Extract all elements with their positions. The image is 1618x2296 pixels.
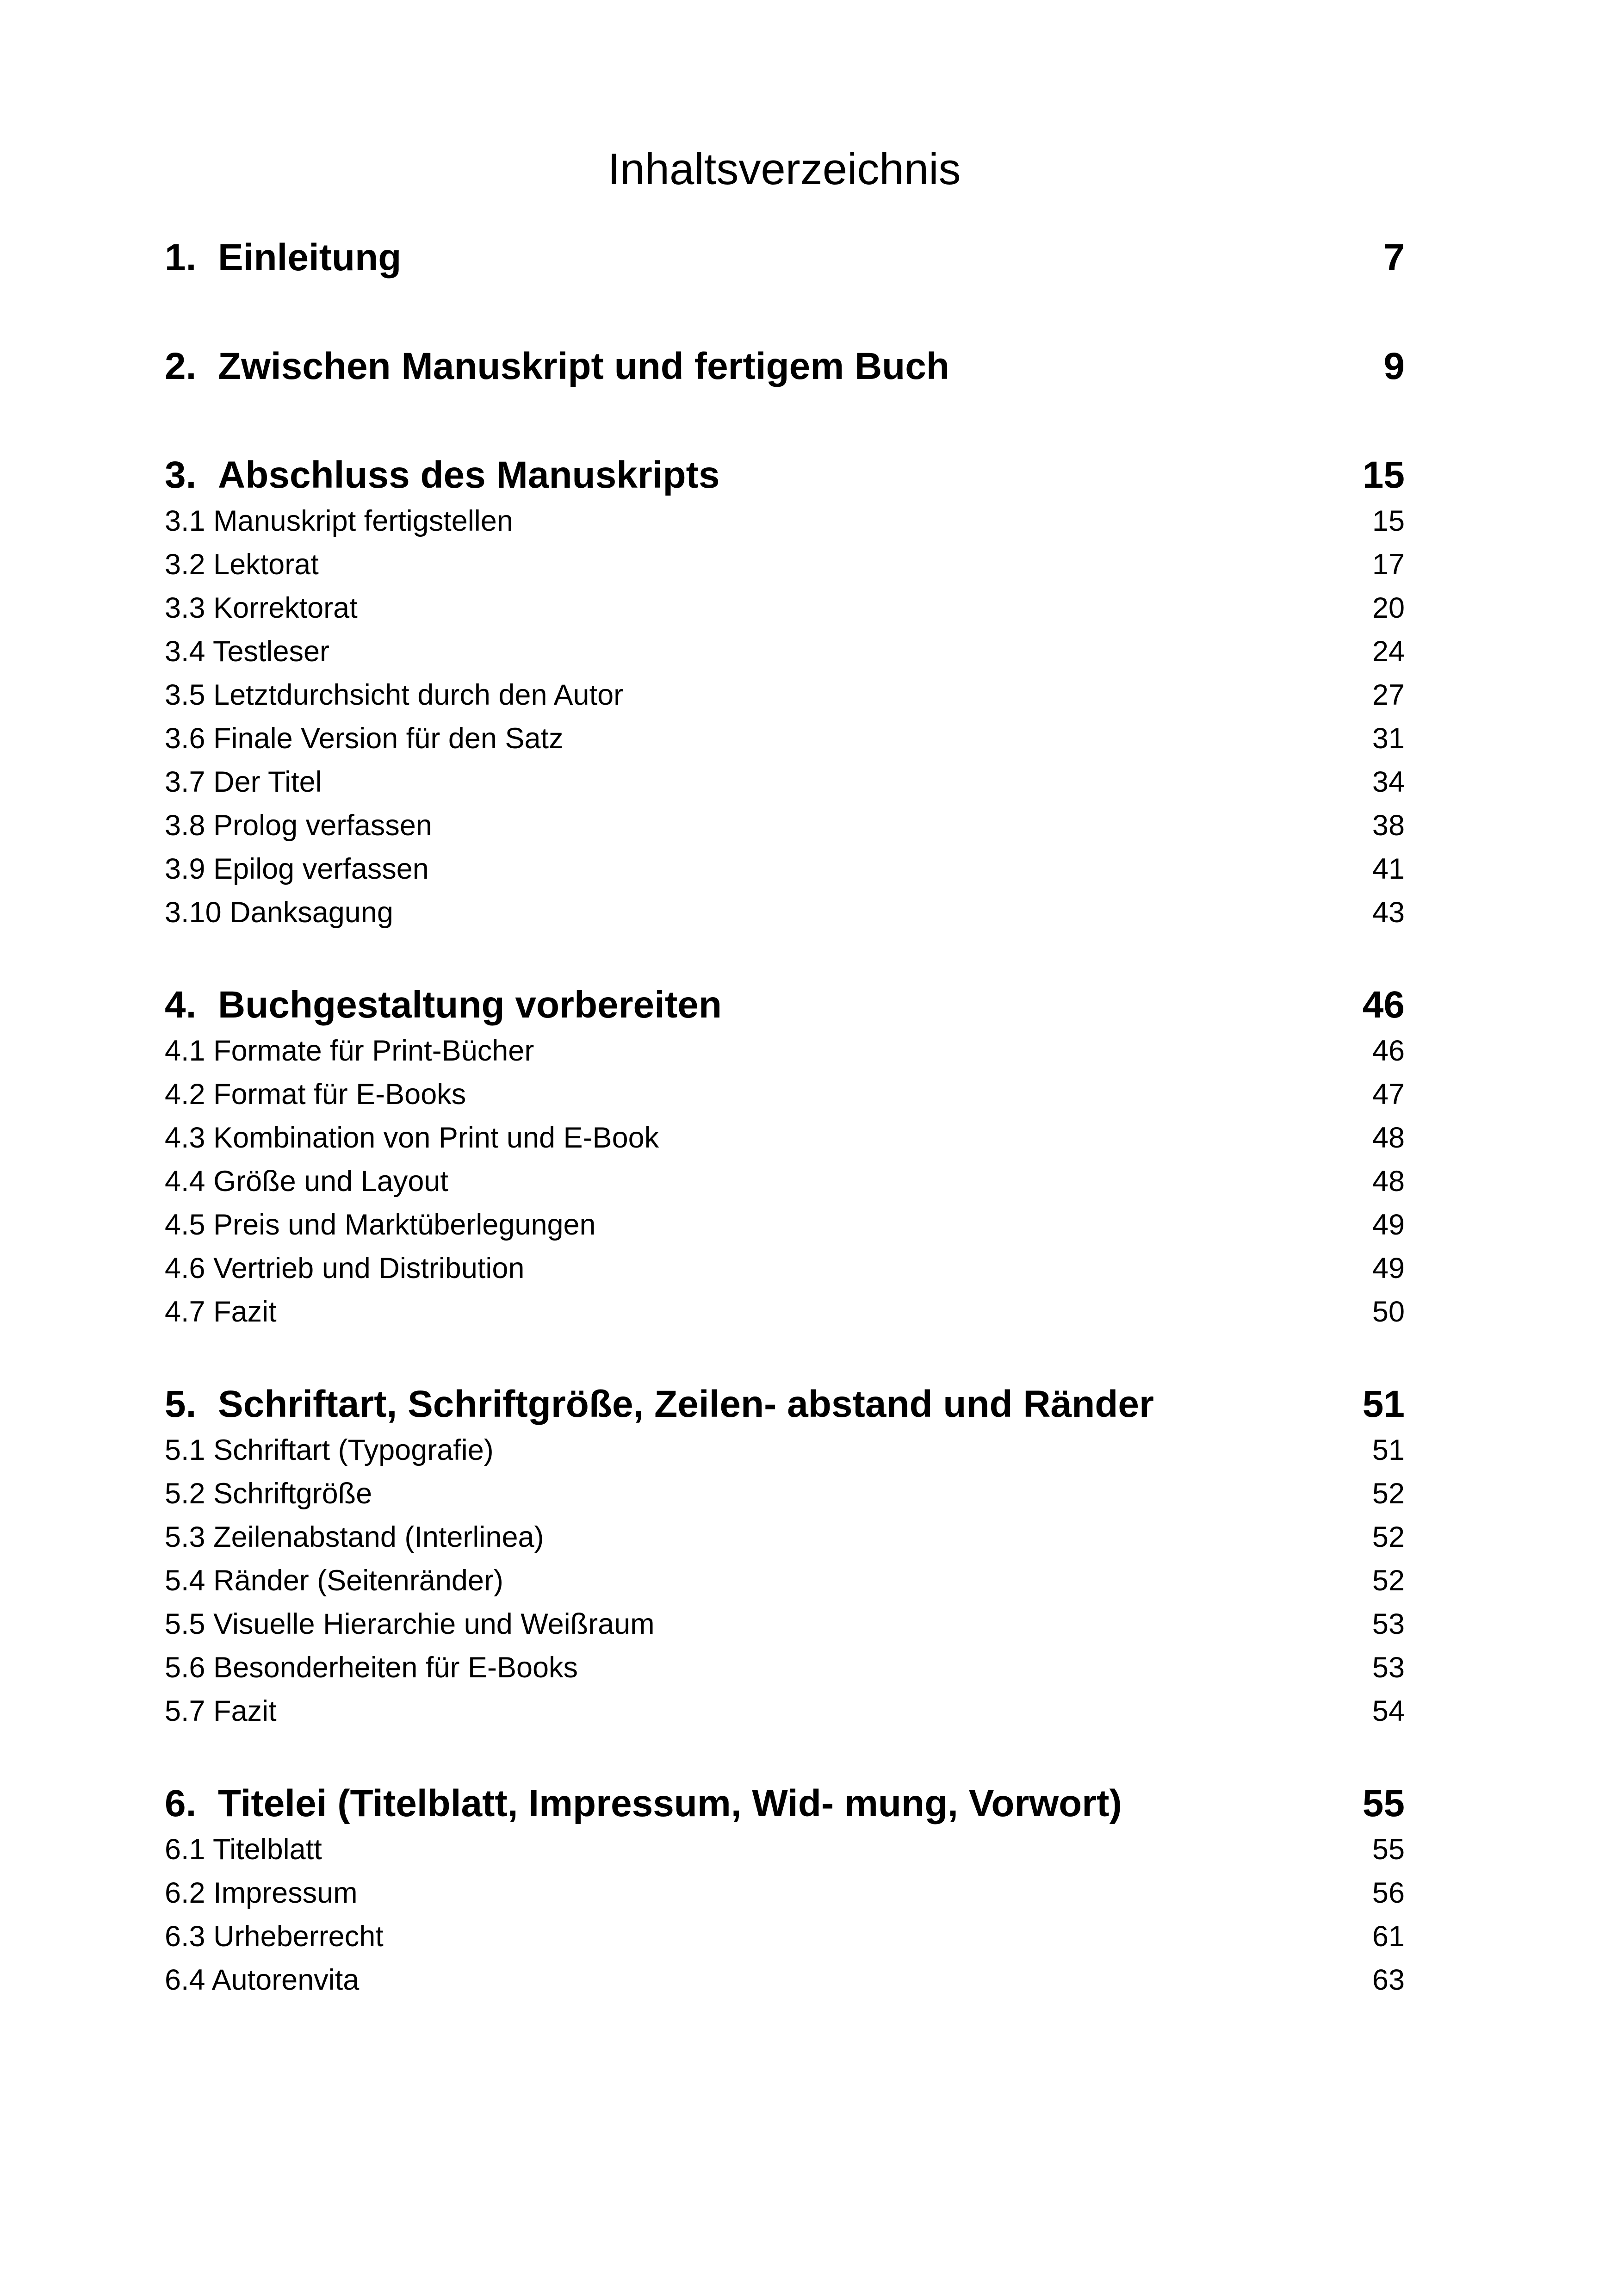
toc-section-entry[interactable] [165, 673, 1405, 717]
toc-chapter-heading[interactable] [165, 1380, 1405, 1428]
section-title: 3.2 Lektorat [165, 548, 319, 581]
section-page-number: 47 [1372, 1078, 1405, 1111]
section-page-number: 53 [1372, 1608, 1405, 1640]
section-title: 6.2 Impressum [165, 1877, 358, 1909]
chapter-title: Einleitung [218, 236, 402, 279]
section-title: 3.9 Epilog verfassen [165, 853, 429, 885]
section-page-number: 48 [1372, 1122, 1405, 1154]
section-title: 5.5 Visuelle Hierarchie und Weißraum [165, 1608, 655, 1640]
chapter-page-number: 55 [1362, 1782, 1405, 1824]
chapter-number: 5. [165, 1383, 197, 1425]
section-page-number: 46 [1372, 1035, 1405, 1067]
toc-section-entry[interactable] [165, 760, 1405, 804]
section-title: 3.7 Der Titel [165, 766, 322, 798]
toc-chapter [165, 1779, 1405, 2002]
toc-section-entry[interactable] [165, 1160, 1405, 1203]
toc-section-entry[interactable] [165, 1602, 1405, 1646]
section-title: 5.4 Ränder (Seitenränder) [165, 1564, 503, 1597]
section-page-number: 27 [1372, 679, 1405, 711]
chapter-page-number: 7 [1383, 236, 1405, 279]
section-page-number: 54 [1372, 1695, 1405, 1727]
section-title: 5.7 Fazit [165, 1695, 277, 1727]
section-page-number: 53 [1372, 1651, 1405, 1684]
toc-chapter [165, 451, 1405, 934]
toc-section-entry[interactable] [165, 1203, 1405, 1247]
section-title: 4.4 Größe und Layout [165, 1165, 448, 1198]
section-title: 5.1 Schriftart (Typografie) [165, 1434, 494, 1466]
chapter-title: Abschluss des Manuskripts [218, 453, 720, 496]
section-page-number: 56 [1372, 1877, 1405, 1909]
toc-section-entry[interactable] [165, 847, 1405, 891]
toc-section-entry[interactable] [165, 1958, 1405, 2002]
section-title: 6.1 Titelblatt [165, 1833, 322, 1866]
section-page-number: 49 [1372, 1209, 1405, 1241]
chapter-number: 4. [165, 983, 197, 1026]
chapter-title-wrap [165, 1383, 1154, 1426]
section-page-number: 61 [1372, 1920, 1405, 1953]
chapter-page-number: 51 [1362, 1383, 1405, 1425]
toc-chapter [165, 342, 1405, 391]
table-of-contents [165, 233, 1405, 2048]
chapter-title-wrap [165, 1782, 1122, 1825]
chapter-number: 2. [165, 345, 197, 387]
chapter-page-number: 9 [1383, 345, 1405, 387]
chapter-title-wrap [165, 236, 401, 279]
toc-chapter [165, 233, 1405, 282]
section-page-number: 24 [1372, 635, 1405, 668]
chapter-number: 6. [165, 1782, 197, 1824]
toc-chapter-heading[interactable] [165, 980, 1405, 1029]
toc-section-entry[interactable] [165, 1559, 1405, 1602]
section-title: 3.10 Danksagung [165, 896, 393, 929]
toc-section-entry[interactable] [165, 1247, 1405, 1290]
chapter-title-wrap [165, 453, 720, 497]
chapter-title-wrap [165, 345, 949, 388]
toc-section-entry[interactable] [165, 499, 1405, 543]
section-page-number: 48 [1372, 1165, 1405, 1198]
section-page-number: 55 [1372, 1833, 1405, 1866]
section-page-number: 50 [1372, 1296, 1405, 1328]
toc-section-entry[interactable] [165, 1428, 1405, 1472]
chapter-title: Titelei (Titelblatt, Impressum, Wid- mung, Vorwort) [218, 1782, 1122, 1824]
chapter-title: Buchgestaltung vorbereiten [218, 983, 722, 1026]
page-title: Inhaltsverzeichnis [608, 144, 961, 194]
section-title: 5.2 Schriftgröße [165, 1477, 372, 1510]
section-page-number: 49 [1372, 1252, 1405, 1285]
section-title: 4.2 Format für E-Books [165, 1078, 466, 1111]
section-page-number: 52 [1372, 1564, 1405, 1597]
chapter-number: 1. [165, 236, 197, 279]
section-title: 3.5 Letztdurchsicht durch den Autor [165, 679, 624, 711]
section-page-number: 52 [1372, 1477, 1405, 1510]
section-title: 5.6 Besonderheiten für E-Books [165, 1651, 578, 1684]
chapter-title: Schriftart, Schriftgröße, Zeilen- abstand und Ränder [218, 1383, 1154, 1425]
chapter-number: 3. [165, 453, 197, 496]
chapter-page-number: 15 [1362, 453, 1405, 496]
section-title: 6.3 Urheberrecht [165, 1920, 384, 1953]
section-page-number: 43 [1372, 896, 1405, 929]
section-title: 4.1 Formate für Print-Bücher [165, 1035, 534, 1067]
toc-section-entry[interactable] [165, 1472, 1405, 1515]
section-page-number: 20 [1372, 592, 1405, 624]
toc-section-entry[interactable] [165, 543, 1405, 586]
toc-chapter [165, 1380, 1405, 1733]
toc-chapter-heading[interactable] [165, 451, 1405, 499]
toc-section-entry[interactable] [165, 717, 1405, 760]
section-title: 3.1 Manuskript fertigstellen [165, 505, 513, 537]
chapter-title: Zwischen Manuskript und fertigem Buch [218, 345, 949, 387]
toc-section-entry[interactable] [165, 1029, 1405, 1073]
toc-section-entry[interactable] [165, 1515, 1405, 1559]
toc-chapter [165, 980, 1405, 1334]
section-title: 5.3 Zeilenabstand (Interlinea) [165, 1521, 544, 1553]
toc-section-entry[interactable] [165, 804, 1405, 847]
section-page-number: 34 [1372, 766, 1405, 798]
toc-chapter-heading[interactable] [165, 233, 1405, 282]
section-page-number: 38 [1372, 809, 1405, 842]
toc-section-entry[interactable] [165, 1646, 1405, 1689]
toc-section-entry[interactable] [165, 630, 1405, 673]
toc-section-entry[interactable] [165, 1915, 1405, 1958]
section-title: 3.6 Finale Version für den Satz [165, 722, 564, 755]
section-page-number: 15 [1372, 505, 1405, 537]
section-page-number: 41 [1372, 853, 1405, 885]
toc-section-entry[interactable] [165, 1290, 1405, 1334]
toc-chapter-heading[interactable] [165, 342, 1405, 391]
toc-section-entry[interactable] [165, 891, 1405, 934]
section-title: 6.4 Autorenvita [165, 1964, 360, 1996]
toc-section-entry[interactable] [165, 586, 1405, 630]
chapter-title-wrap [165, 983, 722, 1027]
chapter-page-number: 46 [1362, 983, 1405, 1026]
section-title: 3.4 Testleser [165, 635, 330, 668]
toc-section-entry[interactable] [165, 1073, 1405, 1116]
toc-section-entry[interactable] [165, 1116, 1405, 1160]
section-title: 3.3 Korrektorat [165, 592, 358, 624]
section-title: 3.8 Prolog verfassen [165, 809, 432, 842]
section-page-number: 51 [1372, 1434, 1405, 1466]
toc-chapter-heading[interactable] [165, 1779, 1405, 1828]
section-page-number: 31 [1372, 722, 1405, 755]
toc-section-entry[interactable] [165, 1871, 1405, 1915]
section-title: 4.7 Fazit [165, 1296, 277, 1328]
section-title: 4.3 Kombination von Print und E-Book [165, 1122, 659, 1154]
section-title: 4.5 Preis und Marktüberlegungen [165, 1209, 596, 1241]
toc-section-entry[interactable] [165, 1689, 1405, 1733]
section-page-number: 52 [1372, 1521, 1405, 1553]
toc-section-entry[interactable] [165, 1828, 1405, 1871]
section-title: 4.6 Vertrieb und Distribution [165, 1252, 525, 1285]
section-page-number: 17 [1372, 548, 1405, 581]
section-page-number: 63 [1372, 1964, 1405, 1996]
